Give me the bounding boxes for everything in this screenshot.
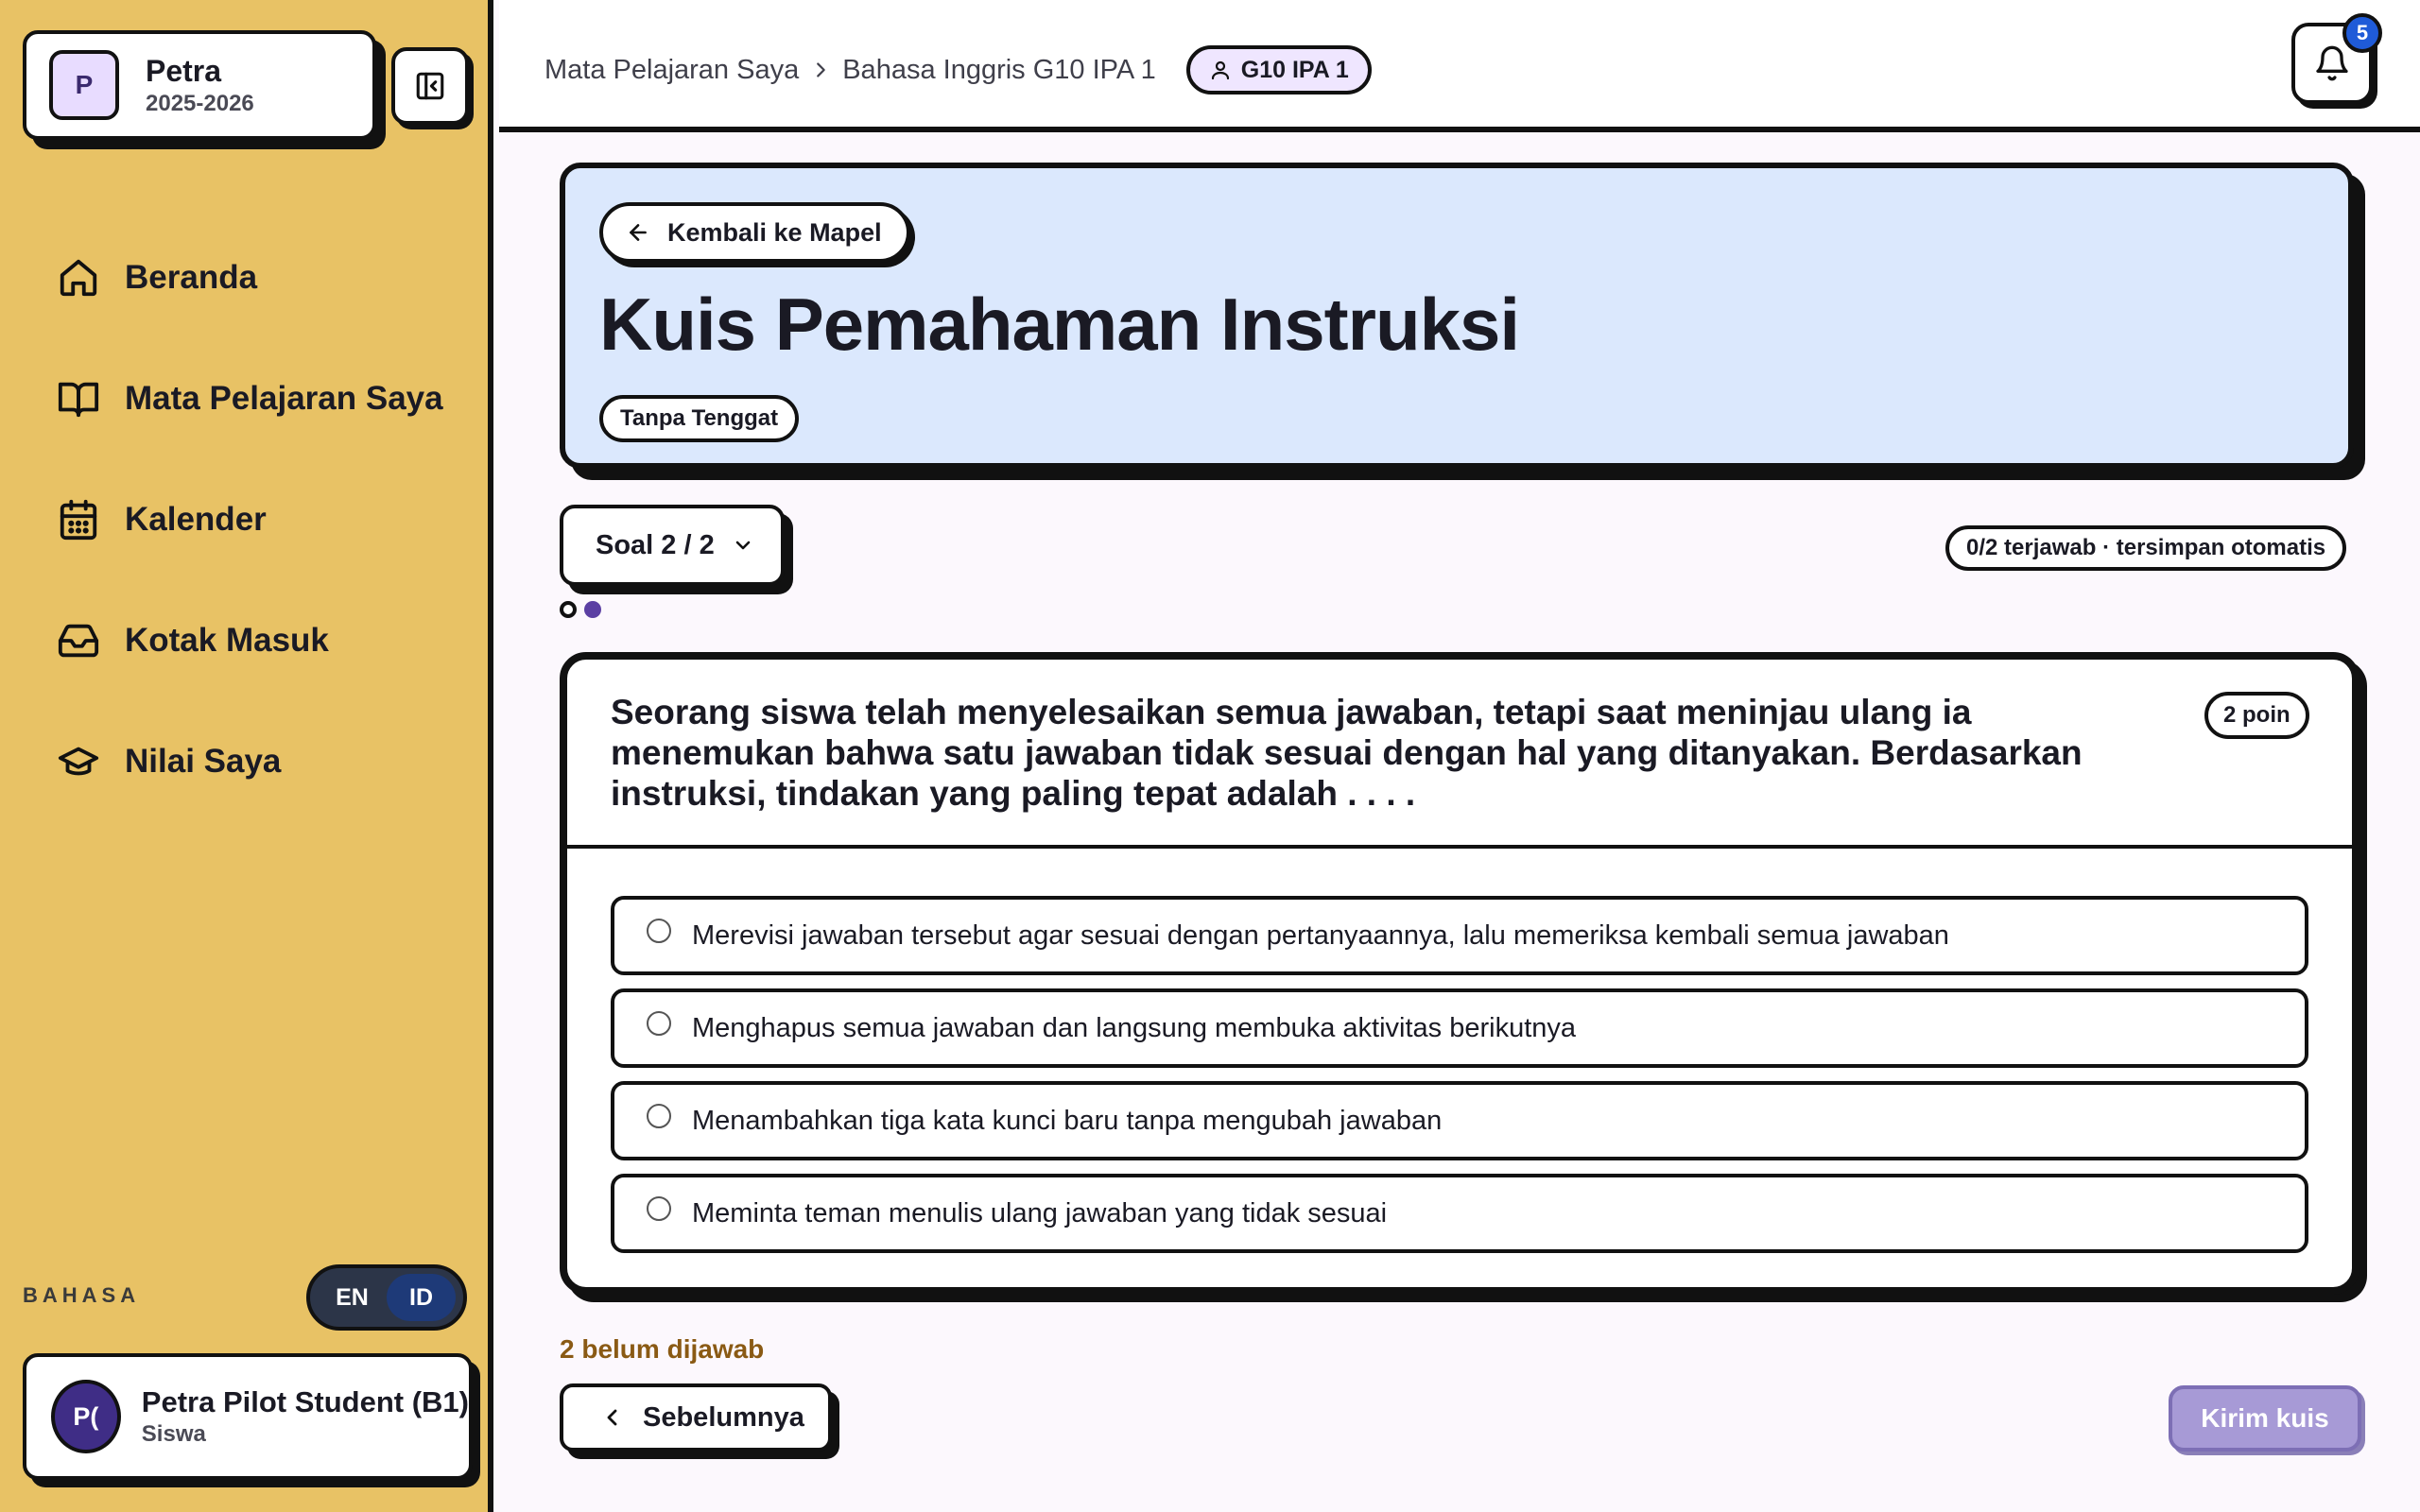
language-option-id[interactable]: ID bbox=[387, 1274, 456, 1321]
arrow-left-icon bbox=[626, 220, 650, 245]
points-badge: 2 poin bbox=[2204, 692, 2309, 739]
home-icon bbox=[57, 256, 100, 300]
question-card bbox=[560, 652, 2360, 1295]
language-option-en[interactable]: EN bbox=[336, 1283, 369, 1311]
back-button-label: Kembali ke Mapel bbox=[667, 217, 882, 247]
deadline-badge: Tanpa Tenggat bbox=[599, 395, 799, 442]
sidebar-collapse-icon bbox=[414, 70, 446, 102]
user-profile-card[interactable] bbox=[23, 1353, 473, 1480]
sidebar-item-nilai[interactable] bbox=[57, 701, 443, 822]
user-icon bbox=[1209, 59, 1232, 81]
question-progress-dots bbox=[560, 601, 601, 618]
question-text: Seorang siswa telah menyelesaikan semua jawaban, tetapi saat meninjau ulang ia menemukan bahwa satu jawaban tidak sesuai dengan hal yang ditanyakan. Berdasarkan instruksi, tindakan yang paling tepat adalah . . . . bbox=[611, 693, 2083, 813]
sidebar-item-kotak-masuk[interactable] bbox=[57, 580, 443, 701]
sidebar-item-kalender[interactable] bbox=[57, 459, 443, 580]
user-name: Petra Pilot Student (B1) bbox=[141, 1385, 469, 1418]
sidebar-item-beranda[interactable] bbox=[57, 217, 443, 338]
sidebar-item-label: Beranda bbox=[125, 259, 258, 296]
user-info bbox=[142, 1385, 469, 1448]
school-avatar: P bbox=[49, 50, 119, 120]
sidebar-item-mata-pelajaran[interactable] bbox=[57, 338, 443, 459]
collapse-sidebar-button[interactable] bbox=[391, 47, 469, 125]
graduation-cap-icon bbox=[57, 740, 100, 783]
question-dot-1[interactable] bbox=[560, 601, 577, 618]
school-year: 2025-2026 bbox=[146, 90, 254, 116]
inbox-icon bbox=[57, 619, 100, 662]
radio-button[interactable] bbox=[647, 1104, 671, 1128]
quiz-header-card bbox=[560, 163, 2354, 469]
language-label: BAHASA bbox=[23, 1283, 141, 1307]
previous-question-button[interactable] bbox=[560, 1383, 832, 1452]
breadcrumb-item-course[interactable]: Bahasa Inggris G10 IPA 1 bbox=[842, 54, 1156, 85]
chevron-down-icon bbox=[732, 534, 754, 557]
sidebar-item-label: Kalender bbox=[125, 501, 267, 538]
chevron-right-icon bbox=[810, 60, 831, 80]
answer-progress-badge: 0/2 terjawab · tersimpan otomatis bbox=[1945, 525, 2346, 571]
question-selector-dropdown[interactable] bbox=[560, 505, 785, 586]
answer-option-1[interactable] bbox=[611, 896, 2308, 975]
sidebar-item-label: Kotak Masuk bbox=[125, 622, 329, 659]
answer-options bbox=[611, 896, 2308, 1266]
user-role: Siswa bbox=[141, 1421, 206, 1447]
radio-button[interactable] bbox=[647, 919, 671, 943]
radio-button[interactable] bbox=[647, 1011, 671, 1036]
sidebar-item-label: Mata Pelajaran Saya bbox=[125, 380, 443, 417]
answer-option-3[interactable] bbox=[611, 1081, 2308, 1160]
calendar-icon bbox=[57, 498, 100, 541]
breadcrumb-item-subjects[interactable]: Mata Pelajaran Saya bbox=[544, 54, 800, 85]
language-toggle[interactable] bbox=[306, 1264, 467, 1331]
question-dot-2[interactable] bbox=[584, 601, 601, 618]
sidebar-nav bbox=[57, 217, 443, 822]
previous-button-label: Sebelumnya bbox=[643, 1401, 804, 1433]
breadcrumb bbox=[544, 45, 1372, 94]
answer-option-2[interactable] bbox=[611, 988, 2308, 1068]
sidebar-item-label: Nilai Saya bbox=[125, 743, 282, 780]
answer-option-label: Merevisi jawaban tersebut agar sesuai dengan pertanyaannya, lalu memeriksa kembali semua jawaban bbox=[692, 919, 1949, 951]
submit-quiz-button[interactable]: Kirim kuis bbox=[2169, 1385, 2361, 1452]
page-title: Kuis Pemahaman Instruksi bbox=[599, 283, 1520, 366]
school-switcher[interactable] bbox=[23, 30, 376, 140]
divider bbox=[567, 845, 2352, 849]
radio-button[interactable] bbox=[647, 1196, 671, 1221]
unanswered-count: 2 belum dijawab bbox=[560, 1334, 765, 1364]
sidebar bbox=[0, 0, 493, 1512]
chevron-left-icon bbox=[601, 1406, 624, 1429]
avatar: P( bbox=[51, 1380, 121, 1453]
answer-option-label: Menambahkan tiga kata kunci baru tanpa mengubah jawaban bbox=[692, 1105, 1443, 1136]
answer-option-4[interactable] bbox=[611, 1174, 2308, 1253]
school-info bbox=[146, 54, 254, 117]
answer-option-label: Menghapus semua jawaban dan langsung membuka aktivitas berikutnya bbox=[692, 1012, 1577, 1043]
bell-icon bbox=[2313, 44, 2351, 82]
top-bar bbox=[499, 0, 2420, 132]
school-name: Petra bbox=[146, 53, 222, 88]
class-chip-label: G10 IPA 1 bbox=[1240, 56, 1349, 83]
question-selector-label: Soal 2 / 2 bbox=[596, 529, 715, 560]
class-chip bbox=[1186, 45, 1372, 94]
answer-option-label: Meminta teman menulis ulang jawaban yang tidak sesuai bbox=[692, 1197, 1388, 1228]
back-to-subject-button[interactable] bbox=[599, 202, 910, 263]
book-open-icon bbox=[57, 377, 100, 421]
notification-count-badge: 5 bbox=[2342, 13, 2382, 53]
